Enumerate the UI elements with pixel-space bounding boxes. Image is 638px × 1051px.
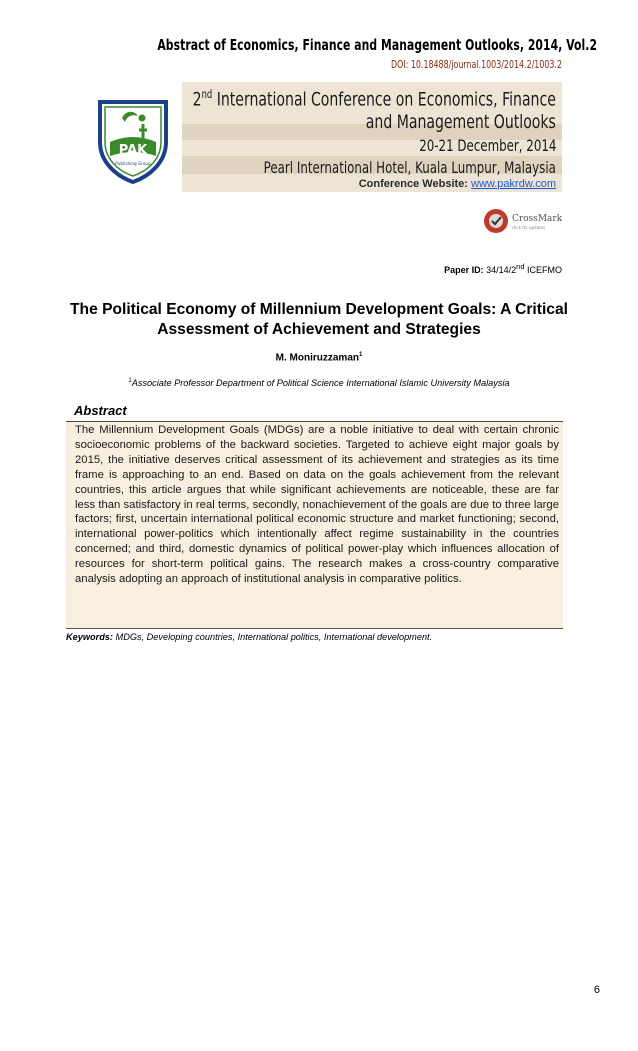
article-title: The Political Economy of Millennium Development Goals: A Critical Assessment of Achievement and Strategies [70, 301, 568, 338]
page-number: 6 [593, 984, 600, 996]
conference-banner [182, 82, 562, 192]
conference-website: Conference Website: www.pakrdw.com [358, 178, 556, 190]
doi-line[interactable]: DOI: 10.18488/journal.1003/2014.2/1003.2 [390, 58, 562, 71]
keywords: Keywords: MDGs, Developing countries, International politics, International development. [66, 632, 433, 642]
crossmark-text: CrossMark [512, 214, 562, 224]
conference-website-link[interactable]: www.pakrdw.com [471, 178, 556, 190]
journal-title: Abstract of Economics, Finance and Management Outlooks, 2014, Vol.2 [157, 36, 598, 54]
logo-subtext: Publishing Group [115, 161, 151, 166]
author-affiliation: $^1$Associate Professor Department of Political Science International Islamic University Malaysia [128, 378, 510, 389]
abstract-heading: Abstract [74, 403, 127, 418]
logo-text: PAK [118, 143, 148, 158]
author-name: M. Moniruzzaman$^1$ [275, 352, 363, 364]
paper-id: Paper ID: 34/14/2nd ICEFMO [444, 262, 562, 275]
crossmark-badge[interactable] [482, 205, 562, 237]
crossmark-subtext: click for updates [512, 225, 546, 230]
conference-venue: Pearl International Hotel, Kuala Lumpur, Malaysia [263, 158, 556, 177]
conference-dates: 20-21 December, 2014 [418, 136, 556, 155]
pak-shield-logo [96, 98, 170, 184]
conference-name-line2: and Management Outlooks [365, 111, 556, 133]
conference-name-line1: 2nd International Conference on Economics, Finance [192, 87, 556, 111]
abstract-text: The Millennium Development Goals (MDGs) are a noble initiative to deal with certain chronic socioeconomic problems of the backward societies. Targeted to achieve eight major goals by 2015, the initiative deserves critical assessment of its achievement and strategies as its time frame is approaching to an end. Based on data on the goals achievement from the relevant countries, this article argues that while significant achievements are noticeable, these are far less than satisfactory in real terms, secondly, nonachievement of the goals are due to three large factors; first, uncertain international political economic structure and market functioning; second, international power-politics which intentionally affect regime sustainability in the countries concerned; and third, domestic dynamics of political power-play which influences allocation of resources for short-term political gains. The research makes a cross-country comparative analysis adopting an approach of institutional analysis in comparative politics. [75, 424, 559, 586]
